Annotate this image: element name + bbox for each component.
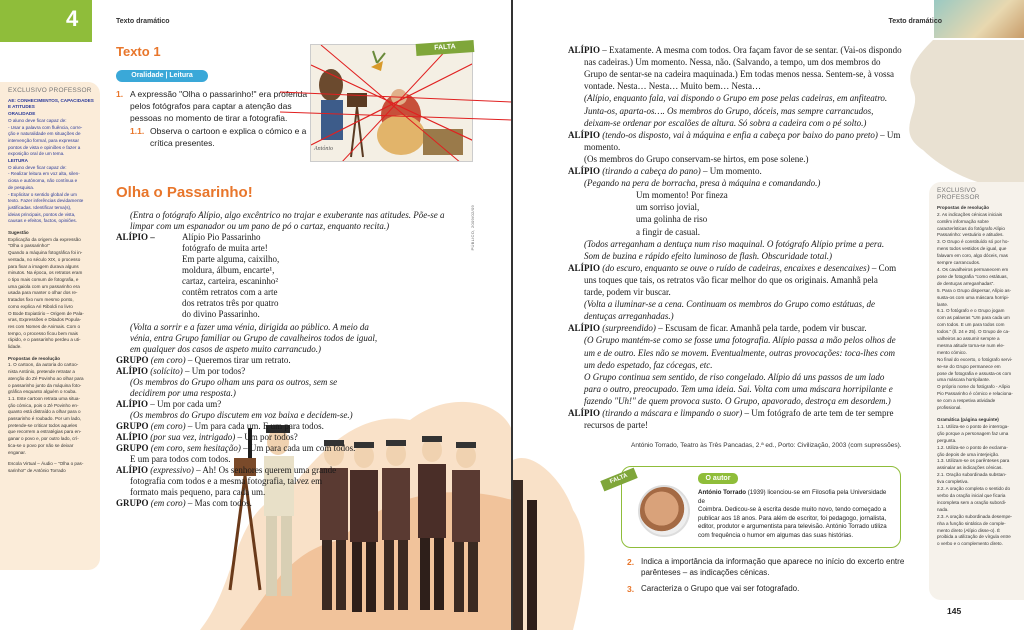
play-line [116,443,355,454]
sidebar-line: todos." (ll. 24 e 25). O Grupo de ca- [937,329,1010,335]
sidebar-line: nha a função sintática de comple- [937,520,1006,526]
play-line: Grupo de sentar-se na cadeira maquinada.) Em todas menos nessa. Sentem-se, à vossa [584,69,894,80]
sidebar-line: pose de fotografia e assusta-os com [937,370,1012,376]
chapter-number: 4 [66,6,79,31]
sidebar-line: E ATITUDES [8,104,35,110]
sidebar-line: se com a respetiva atividade profissional. [937,398,996,411]
sidebar-line: Passarinho: vestuário e atitudes. [937,232,1004,238]
annotation-red-lines [280,88,512,128]
sidebar-line: pergunta. [937,437,957,443]
author-bio-line: Coimbra. Dedicou-se à escrita desde muito novo, tendo começado a [698,506,887,514]
play-line: decidirem por uma resposta.) [130,388,236,398]
question-3-text [641,583,799,594]
running-head-left: Texto dramático [116,18,170,25]
sidebar-line: mento direto (Alípio disse-o). É [937,527,1001,533]
sidebar-title: EXCLUSIVO PROFESSOR [8,87,92,94]
play-line: vénia, entra Grupo familiar ou Grupo de cavalheiros todos de igual, [130,333,378,343]
speaker-name: GRUPO [116,498,149,508]
author-bio-line: (1939) licenciou-se em Filosofia pela Universidade de [698,489,887,505]
play-line: (Alípio, enquanto fala, vai dispondo o Grupo em pose pelas cadeiras, em anfiteatro. [584,93,888,104]
sidebar-line: 3. O Grupo é constituído só por ho- [937,239,1010,245]
question-line: Caracteriza o Grupo que vai ser fotografado. [641,584,800,593]
dialogue-text: – Exatamente. A mesma com todos. Ora façam favor de se sentar. (Vai-os dispondo [600,45,902,55]
sidebar-line: usada para manter o olhar dos re- [8,290,78,296]
verse-line: cartaz, carteira, escaninho² [182,276,279,286]
play-line: fazendo "Uh!" de quem provoca susto. O Grupo, apavorado, destroça em desordem.) [584,395,891,406]
stage-direction: (em coro) [150,498,186,508]
verse-line: Em parte alguma, caixilho, [182,254,280,264]
play-line: a fingir de casual. [636,226,700,237]
play-line: (Os membros do Grupo olham uns para os outros, sem se [130,377,338,387]
sidebar-line: causas e efeitos, factos, opiniões. [8,218,77,224]
speaker-name: ALÍPIO [568,129,601,140]
sidebar-line: 1.1. Este cartoon retrata uma situa- [8,395,81,401]
sidebar-line: uma máscara horripilante. [937,377,991,383]
play-line [116,399,221,410]
author-tag: O autor [698,473,738,484]
sidebar-line: Quando a máquina fotográfica foi in- [8,250,83,256]
sidebar-line: vras, Expressões e Ditados Popula- [8,317,82,323]
author-box [621,466,901,548]
sidebar-line: verbo da oração inicial que ficaria [937,492,1006,498]
sidebar-line: ção depois de uma interjeição. [937,451,1000,457]
question-line: A expressão "Olha o passarinho!" era proferida [130,89,308,99]
stage-direction: (tirando a máscara e limpando o suor) [602,408,743,418]
question-1-number: 1. [116,89,124,99]
sidebar-line: atenção do Zé Povinho ao olhar para [8,375,84,381]
falta-label: FALTA [600,468,637,492]
sidebar-line: contêm informação sobre [937,218,989,224]
stage-direction: (em coro, sem hesitação) [150,443,241,453]
question-line: parênteses – as indicações cénicas. [641,568,770,577]
speaker-name: ALÍPIO [568,262,601,273]
play-line: (Os membros do Grupo conservam-se hirtos, em pose solene.) [584,153,809,164]
sidebar-line: 2.2. A oração completa o sentido do [937,486,1011,492]
sidebar-line: 2.3. A oração subordinada desempe- [937,513,1013,519]
play-line [568,166,762,177]
sidebar-line: tica-se o povo por não se deixar [8,442,74,448]
sidebar-line: O aluno deve ficar capaz de: [8,164,67,170]
photo-credit: PÚBLICO, 2009/02/09 [470,205,475,251]
sidebar-line: O Bode Expiatório – Origem de Pala- [8,310,84,316]
story-title: Olha o Passarinho! [116,184,253,201]
play-line: (Volta a iluminar-se a cena. Continuam os membros do Grupo como estátuas, de [584,299,875,310]
verse-line: dos retratos três por quatro [182,298,279,308]
play-line: recursos de parte! [584,420,648,431]
sidebar-line: 6.1. O fotógrafo e o Grupo jogam [937,308,1005,314]
play-line: limpar com um espanador ou um pano de pó o cartaz, enquanto recita.) [130,221,390,231]
sidebar-line: valheiros ao assumir sempre a [937,336,1000,342]
question-line: Observa o cartoon e explica o cómico e a [150,126,307,136]
sidebar-line: justificadas. Identificar tema(s), [8,204,72,210]
play-line: deixam-se ordenar por escalões de altura. Só sobra a cadeira com o pé solto.) [584,117,867,128]
sidebar-line: No final do excerto, o fotógrafo servi- [937,356,1013,362]
sidebar-line: - Usar a palavra com fluência, corre- [8,124,83,130]
speaker-name: GRUPO [116,421,149,431]
play-line [116,366,245,377]
sidebar-line: Sugestão [8,230,29,236]
sidebar-line: Explicação da origem da expressão [8,236,81,242]
sidebar-line: O próprio nome do fotógrafo - Alípio [937,384,1011,390]
play-line: (Entra o fotógrafo Alípio, algo excêntrico no trajar e exuberante nas atitudes. Põe-se a [130,210,445,220]
sidebar-line: nada. [937,506,949,512]
stage-direction: (tendo-os disposto, vai à máquina e enfia a cabeça por baixo do pano preto) [602,129,878,140]
dialogue-text: – Um por cada um? [148,399,222,409]
play-line: um e de outro. Eles não se movem. Eventualmente, outras provocações: toca-lhes com [584,347,896,358]
question-line: pelos fotógrafos para captar a atenção das [130,101,292,111]
dialogue-text: – Queremos tirar um retrato. [185,355,291,365]
stage-direction: (expressivo) [150,465,194,475]
dialogue-text: – Um para cada um com todos. [240,443,356,453]
sidebar-line: 1.3. Utilizam-se os parênteses para [937,458,1010,464]
stage-direction: (solícito) [150,366,183,376]
play-line: (Os membros do Grupo discutem em voz baixa e decidem-se.) [130,410,353,420]
sidebar-line: características do fotógrafo Alípio [937,225,1005,231]
verse-line: Alípio Pio Passarinho [182,232,261,242]
sidebar-line: Pio Passarinho é cómico e relaciona- [937,391,1013,397]
speaker-name: ALÍPIO [116,366,149,376]
sidebar-line: mens todos vestidos de igual, que [937,246,1007,252]
play-line: dentuças arreganhadas.) [584,311,674,322]
author-bio [698,489,894,541]
sidebar-line: exposição oral de um tema. [8,151,65,157]
sidebar-line: 1.2. Utiliza-se o ponto de exclama- [937,444,1008,450]
play-line: uma golinha de riso [636,214,708,225]
dialogue-text: – Mas com todos. [185,498,252,508]
play-line [568,263,896,274]
sidebar-line: com as palavras "Um para cada um [937,315,1010,321]
sidebar-line: incompleta sem a oração subordi- [937,499,1007,505]
stage-direction: (em coro) [150,421,186,431]
cartoon-signature: António [314,146,333,152]
author-bio-line: publicar aos 18 anos. Para além de escritor, foi pedagogo, jornalista, [698,514,887,522]
play-line: Um momento! Por fineza [636,190,728,201]
sidebar-line: de pesquisa. [8,184,35,190]
sidebar-line: que recorrem a estratégias para en- [8,429,82,435]
sidebar-line: tempo, o processo ficou bem mais [8,330,78,336]
sidebar-line: nista António, pretende retratar a [8,369,75,375]
sidebar-line: pretende-se criticar todos aqueles [8,422,78,428]
play-line: formato mais pequeno, para cada um. [130,487,266,497]
sidebar-line: intervenção formal, para expressar [8,137,79,143]
sidebar-line: enganar. [8,449,26,455]
play-line [568,130,900,141]
sidebar-line: Gramática (página seguinte) [937,417,999,422]
sidebar-line: falavam em coro, algo dóceis, mas [937,253,1008,259]
sidebar-line: de dentuças arreganhadas". [937,280,995,286]
dialogue-text: – Um momento. [700,166,762,176]
question-3-number: 3. [627,584,635,594]
sidebar-line: ciosa e autónoma, não contínua e [8,178,78,184]
sidebar-line: com todos. E um para todos com [937,322,1005,328]
sidebar-line: ganar o povo e, por outro lado, crí- [8,436,79,442]
play-line: vontade. Nesta… Nesta… Muito bem… Nesta… [584,81,761,92]
stage-direction: (surpreendido) [602,323,656,334]
sidebar-line: - Explicitar o sentido global de um [8,191,77,197]
teacher-sidebar-left [0,82,100,570]
sidebar-line: lidade. [8,344,22,350]
sidebar-line: texto. Fazer inferências devidamente [8,198,84,204]
sidebar-title: EXCLUSIVO PROFESSOR [937,187,980,201]
question-line: crítica presentes. [150,138,215,148]
sidebar-line: "Olha o passarinho!" [8,243,50,249]
sidebar-line: sarinho!" de António Torrado [8,467,66,473]
play-line: Som de buzina e rápido efeito luminoso de flash. Obscuridade total.) [584,250,832,261]
sidebar-line: 5. Para o Grupo dispersar, Alípio as- [937,287,1012,293]
sidebar-line: minutos. Na época, os retratos eram [8,270,83,276]
sidebar-line: res com Nomes de Animais. Com o [8,323,80,329]
play-line: para o outro, preocupado. Tem uma ideia. Sai. Volta com uma máscara horripilante e [584,383,893,394]
question-1-1-text [150,125,306,149]
sidebar-line: ção porque a personagem faz uma [937,430,1009,436]
play-line: (Volta a sorrir e a fazer uma vénia, dirigida ao público. A meio da [130,322,369,332]
sidebar-line: passarinho é roubado. Por um lado, [8,416,82,422]
play-line: tarde, podem vir buscar. [584,287,671,297]
play-line: uns toques que tais, os retratos vão ficar melhor do que os originais. Amanhã pela [584,274,878,285]
verse-line: contêm retratos com a arte [182,287,278,297]
question-2-number: 2. [627,557,635,567]
play-line: fotografia com todos e a mesma fotografia, talvez em [130,476,323,486]
teacher-sidebar-right [929,182,1024,600]
play-line [116,355,291,366]
play-line: (O Grupo mantém-se como se fosse uma fotografia. Alípio passa a mão pelos olhos de [584,335,896,346]
right-page [513,0,1024,630]
sidebar-line: se-se do Grupo permanece em [937,363,1001,369]
speaker-name: ALÍPIO [568,45,601,55]
sidebar-line: proibida a utilização de vírgula entre [937,534,1011,540]
speaker-name: ALÍPIO [116,465,149,475]
play-line [568,45,902,56]
stage-direction: (por sua vez, intrigado) [150,432,236,442]
author-name: António Torrado [698,489,747,496]
sidebar-line: lante. [937,301,949,307]
corner-decoration [934,0,1024,38]
play-line: momento. [584,141,621,152]
sidebar-line: 1. O cartoon, da autoria do cartoo- [8,362,79,368]
sidebar-line: pontos de vista e opiniões e fazer a [8,144,81,150]
play-line [116,421,324,432]
text-title: Texto 1 [116,44,161,59]
sidebar-line: 4. Os cavalheiros permanecem em [937,266,1009,272]
sidebar-line: tratados fixo num mesmo ponto, [8,297,74,303]
sidebar-line: 1.1. Utiliza-se o ponto de interroga- [937,423,1009,429]
play-line: em qualquer dos casos de aspeto muito carrancudo.) [130,344,321,354]
play-line: um dedo espetado, faz cócegas, etc. [584,359,713,370]
speaker-name: ALÍPIO [116,399,149,409]
sidebar-line: Escola Virtual – Áudio – "Olha o pas- [8,461,84,467]
sidebar-line: - Realizar leitura em voz alta, silen- [8,171,80,177]
dialogue-text: – Escusam de ficar. Amanhã pela tarde, podem vir buscar. [655,323,867,334]
sidebar-line: 2.1. Oração subordinada substan- [937,472,1007,478]
verse-line: fotógrafo de muita arte! [182,243,268,253]
running-head-right: Texto dramático [888,18,942,25]
speaker-name: ALÍPIO [568,166,601,176]
sidebar-line: o tipo mais comum de fotografia, e [8,276,79,282]
question-2-text [641,556,904,578]
falta-label: FALTA [416,40,475,56]
sidebar-line: ção e naturalidade em situações de [8,131,81,137]
speaker-name: ALÍPIO [116,432,149,442]
sidebar-line: o verbo e o complemento direto. [937,541,1003,547]
sidebar-line: gráfica enquanto alguém o rouba. [8,389,77,395]
sidebar-line: assinalar as indicações cénicas. [937,465,1003,471]
speaker-name: GRUPO [116,355,149,365]
dialogue-text: – Um fotógrafo de arte tem de ter sempre [742,408,894,418]
dialogue-text: – Um [877,129,901,140]
source-citation: António Torrado, Teatro às Três Pancadas, 2.ª ed., Porto: Civilização, 2003 (com supressões). [631,442,902,449]
sidebar-line: susta-os com uma máscara horripi- [937,294,1009,300]
play-line: Junta-os, aparta-os…. Os membros do Grupo, dóceis, mas sempre carrancudos, [584,105,874,116]
stage-direction: (em coro) [150,355,186,365]
play-line [116,432,298,443]
question-1-1-number: 1.1. [130,126,145,136]
sidebar-line: ventada, no século XIX, o processo [8,256,81,262]
sidebar-line: ORALIDADE [8,111,36,117]
dialogue-text: – Ah! Os senhores querem uma grande [193,465,337,475]
play-line: ALÍPIO – [116,232,155,242]
author-photo [638,485,690,537]
sidebar-line: quanto está distraído a olhar para o [8,409,81,415]
sidebar-line: LEITURA [8,158,28,164]
sidebar-line: mesma atitude torna-se num ele- [937,342,1005,348]
sidebar-line: AE: CONHECIMENTOS, CAPACIDADES [8,97,94,103]
sidebar-line: sempre carrancudos. [937,260,981,266]
sidebar-line: como explica Ari Riboldi no livro [8,303,73,309]
speaker-name: GRUPO [116,443,149,453]
verse-line: moldura, álbum, encarte¹, [182,265,275,275]
play-line [568,323,867,334]
skill-tag: Oralidade | Leitura [116,70,208,82]
play-line: (Todos arreganham a dentuça num riso maquinal. O fotógrafo Alípio prime a pera. [584,238,885,249]
question-line: Indica a importância da informação que aparece no início do excerto entre [641,557,905,566]
sidebar-line: Propostas de resolução [937,204,990,210]
sidebar-line: ção cómica, pois o Zé Povinho en- [8,402,79,408]
page-number: 145 [947,606,962,616]
play-line [116,498,252,509]
dialogue-text: – Com [869,262,897,273]
sidebar-line: mento cómico. [937,349,967,355]
question-line: pessoas no momento de tirar a fotografia. [130,113,288,123]
play-line: nas cadeiras.) Um momento. Nessa, não. (Salvando, a tempo, um dos membros do [584,57,881,68]
verse-line: do divino Passarinho. [182,309,260,319]
sidebar-line: O aluno deve ficar capaz de: [8,117,67,123]
play-line: E um para todos com todos. [130,454,231,464]
sidebar-line: ideias principais, pontos de vista, [8,211,76,217]
dialogue-text: – Um por todos? [235,432,298,442]
play-line: um sorriso jovial, [636,202,700,213]
play-line: O Grupo continua sem sentido, de riso congelado. Alípio dá uns passos de um lado [584,371,885,382]
sidebar-line: tiva completiva. [937,479,969,485]
sidebar-line: rápido, e o passarinho perdeu a uti- [8,337,81,343]
stage-direction: (tirando a cabeça do pano) [602,166,701,176]
sidebar-line: uma gaiola com um passarinho era [8,283,80,289]
play-line [116,465,336,476]
play-line [568,408,893,419]
sidebar-line: pose de fotografia "como estátuas, [937,273,1008,279]
author-bio-line: editor, produtor e argumentista para televisão. António Torrado utiliza [698,523,887,531]
play-line: (Pegando na pera de borracha, presa à máquina e comandando.) [584,178,821,189]
sidebar-line: Propostas de resolução [8,355,61,361]
author-bio-line: com frequência o humor em algumas das suas histórias. [698,531,854,539]
speaker-name: ALÍPIO [568,408,601,418]
stage-direction: (do escuro, enquanto se ouve o ruído de cadeiras, encaixes e desencaixes) [602,262,870,273]
sidebar-line: 2. As indicações cénicas iniciais [937,211,1003,217]
speaker-name: ALÍPIO [568,323,601,334]
dialogue-text: – Um para cada um. E um para todos. [185,421,324,431]
dialogue-text: – Um por todos? [182,366,246,376]
sidebar-line: para fixar a imagem durava alguns [8,263,79,269]
sidebar-line: o passarinho junto da máquina foto- [8,382,82,388]
